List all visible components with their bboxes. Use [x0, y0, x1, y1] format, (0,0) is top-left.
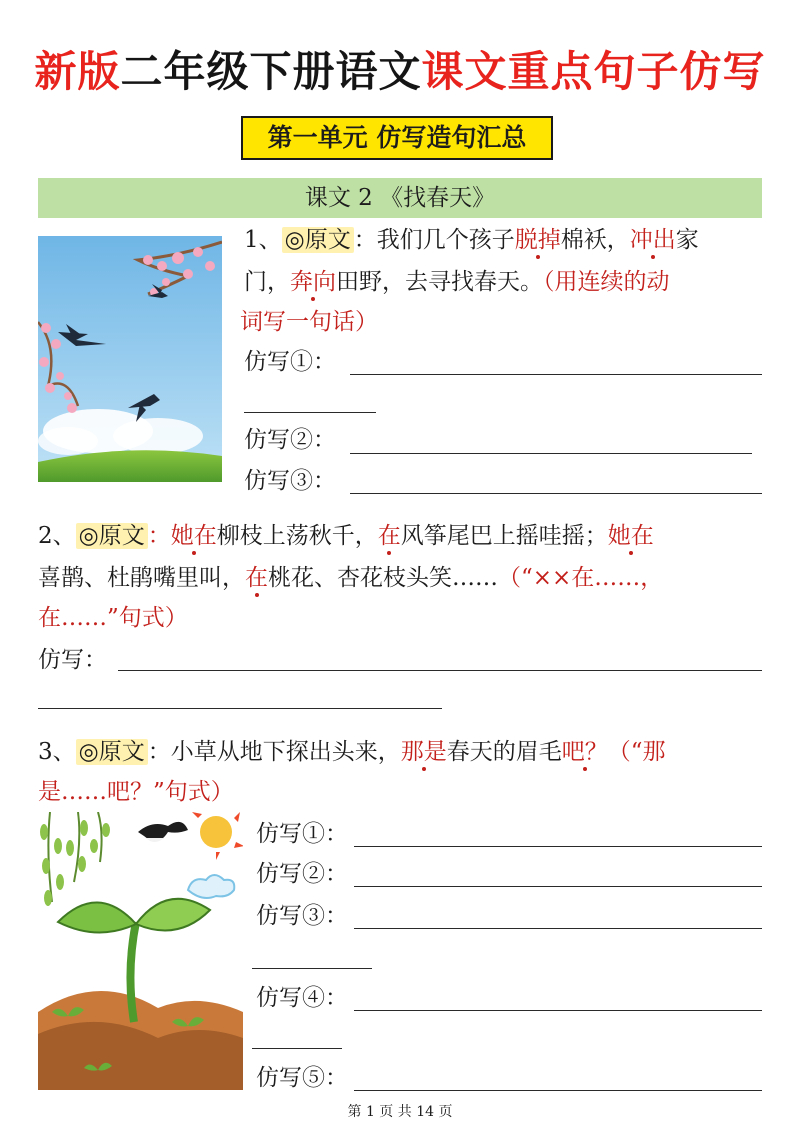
- q3-answer-line-5[interactable]: [354, 1090, 762, 1091]
- q2-number: 2、: [38, 523, 76, 549]
- q2-label: 仿写：: [38, 647, 107, 673]
- q2-colon: ：: [147, 523, 171, 549]
- q3-answer-line-4b[interactable]: [252, 1048, 342, 1049]
- q1-line-1: [244, 224, 699, 256]
- q3-answer-line-3b[interactable]: [252, 968, 372, 969]
- q1-verb-3: 奔向: [290, 269, 336, 295]
- q2-text-2: 风筝尾巴上摇哇摇；: [400, 523, 608, 549]
- q3-label-2: 仿写②：: [256, 861, 348, 887]
- q2-text-1: 柳枝上荡秋千，: [216, 523, 378, 549]
- q3-hint-1: （“那: [607, 739, 666, 765]
- q1-text-4: 门，: [244, 269, 290, 295]
- q1-text-5: 田野，去寻找春天。: [336, 269, 543, 295]
- q3-answer-line-1[interactable]: [354, 846, 762, 847]
- q3-line-1: [38, 736, 665, 768]
- q1-original-tag: ◎原文: [282, 227, 354, 253]
- q1-answer-line-1b[interactable]: [244, 412, 376, 413]
- q2-text-3: 喜鹊、杜鹃嘴里叫，: [38, 565, 245, 591]
- lesson-title: 课文 2 《找春天》: [38, 178, 762, 218]
- q2-hint-1: （“××在……，: [498, 565, 664, 591]
- q1-hint-1: （用连续的动: [543, 269, 670, 295]
- q1-text-1: 我们几个孩子: [376, 227, 515, 253]
- sprout-illustration: [38, 812, 243, 1090]
- title-part-2: 二年级下册语文: [120, 47, 422, 96]
- q1-text-2: 棉袄，: [560, 227, 630, 253]
- q3-keyword-1: 那是: [400, 739, 447, 765]
- q2-original-tag: ◎原文: [76, 523, 148, 549]
- spring-sky-illustration: [38, 236, 222, 482]
- q3-text-1: 小草从地下探出头来，: [170, 739, 401, 765]
- q1-colon: ：: [353, 227, 377, 253]
- main-title: [0, 42, 800, 102]
- q3-answer-line-4[interactable]: [354, 1010, 762, 1011]
- q3-hint-2: 是……吧？”句式）: [38, 779, 234, 805]
- q1-verb-2: 冲出: [629, 227, 676, 253]
- q1-hint-2: 词写一句话）: [240, 309, 378, 335]
- q3-colon: ：: [147, 739, 171, 765]
- q3-answer-line-2[interactable]: [354, 886, 762, 887]
- q1-label-1: 仿写①：: [244, 349, 336, 375]
- q3-original-tag: ◎原文: [76, 739, 148, 765]
- q3-label-5: 仿写⑤：: [256, 1065, 348, 1091]
- q1-answer-line-1[interactable]: [350, 374, 762, 375]
- q1-label-2: 仿写②：: [244, 427, 336, 453]
- q1-label-3: 仿写③：: [244, 468, 336, 494]
- title-part-1: 新版: [34, 47, 121, 96]
- q3-answer-line-3[interactable]: [354, 928, 762, 929]
- q2-hint-2: 在……”句式）: [38, 605, 188, 631]
- q3-keyword-2: 吧？: [561, 739, 608, 765]
- q1-number: 1、: [244, 227, 282, 253]
- q3-text-2: 春天的眉毛: [446, 739, 562, 765]
- unit-heading: 第一单元 仿写造句汇总: [241, 116, 553, 160]
- q3-label-3: 仿写③：: [256, 903, 348, 929]
- q2-text-4: 桃花、杏花枝头笑……: [268, 565, 498, 591]
- q2-keyword-3: 她在: [607, 523, 654, 549]
- q1-line-2: [244, 266, 670, 298]
- q3-label-4: 仿写④：: [256, 985, 348, 1011]
- q3-number: 3、: [38, 739, 76, 765]
- title-part-3: 课文重点句子仿写: [421, 47, 766, 96]
- q2-keyword-1: 她在: [170, 523, 217, 549]
- q1-text-3: 家: [675, 227, 699, 253]
- q1-verb-1: 脱掉: [514, 227, 561, 253]
- page-footer: 第 1 页 共 14 页: [347, 1104, 453, 1120]
- q2-keyword-2: 在: [377, 523, 401, 549]
- q2-keyword-4: 在: [245, 565, 268, 591]
- q2-answer-line-2[interactable]: [38, 708, 442, 709]
- q1-answer-line-3[interactable]: [350, 493, 762, 494]
- q3-label-1: 仿写①：: [256, 821, 348, 847]
- q2-line-1: [38, 520, 654, 552]
- q2-answer-line-1[interactable]: [118, 670, 762, 671]
- q1-answer-line-2[interactable]: [350, 453, 752, 454]
- q2-line-2: [38, 562, 663, 594]
